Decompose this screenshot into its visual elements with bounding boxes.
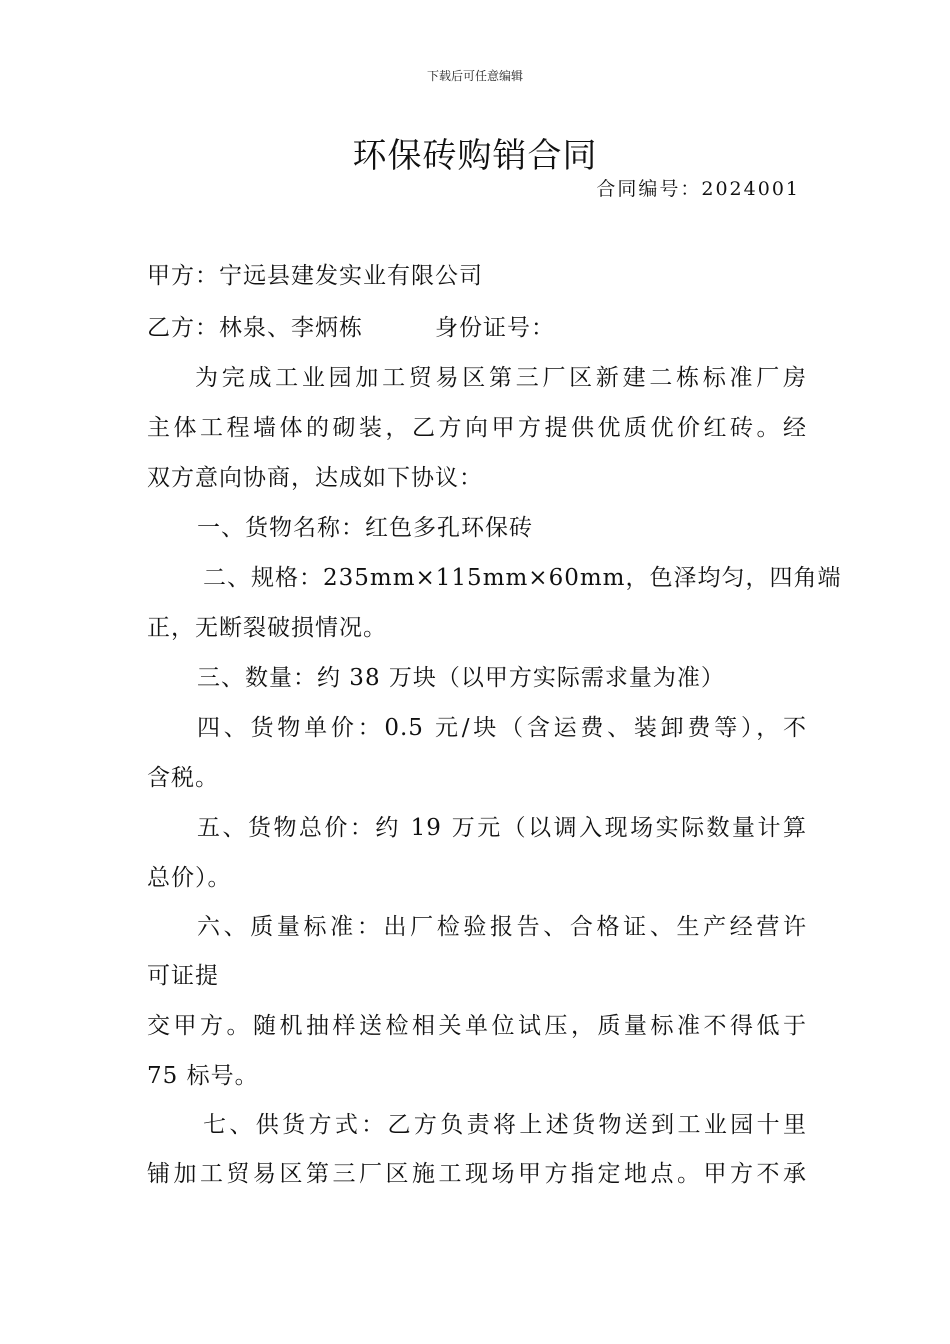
clause-7: 七、供货方式：乙方负责将上述货物送到工业园十里 xyxy=(203,1112,807,1138)
party-a: 甲方：宁远县建发实业有限公司 xyxy=(147,263,483,289)
intro-line: 为完成工业园加工贸易区第三厂区新建二栋标准厂房 xyxy=(195,365,807,391)
clause-1: 一、货物名称：红色多孔环保砖 xyxy=(197,515,533,541)
party-b: 乙方：林泉、李炳栋 身份证号： xyxy=(147,315,555,341)
clause-6: 六、质量标准：出厂检验报告、合格证、生产经营许 xyxy=(197,914,807,940)
clause-2: 二、规格：235mm×115mm×60mm，色泽均匀，四角端 xyxy=(203,565,842,591)
contract-number: 合同编号：2024001 xyxy=(596,178,800,200)
clause-4-cont: 含税。 xyxy=(147,765,219,791)
clause-2-cont: 正，无断裂破损情况。 xyxy=(147,615,387,641)
clause-4: 四、货物单价：0.5 元/块（含运费、装卸费等），不 xyxy=(197,715,807,741)
clause-6-cont: 75 标号。 xyxy=(147,1063,259,1089)
clause-7-cont: 铺加工贸易区第三厂区施工现场甲方指定地点。甲方不承 xyxy=(147,1161,807,1187)
header-note: 下载后可任意编辑 xyxy=(426,69,523,83)
intro-line: 双方意向协商，达成如下协议： xyxy=(147,465,483,491)
clause-5-cont: 总价）。 xyxy=(147,865,232,891)
document-title: 环保砖购销合同 xyxy=(352,136,598,176)
clause-6-cont: 交甲方。随机抽样送检相关单位试压，质量标准不得低于 xyxy=(147,1013,807,1039)
clause-6-cont: 可证提 xyxy=(147,963,219,989)
intro-line: 主体工程墙体的砌装，乙方向甲方提供优质优价红砖。经 xyxy=(147,415,807,441)
clause-3: 三、数量：约 38 万块（以甲方实际需求量为准） xyxy=(197,665,725,691)
clause-5: 五、货物总价：约 19 万元（以调入现场实际数量计算 xyxy=(197,815,807,841)
